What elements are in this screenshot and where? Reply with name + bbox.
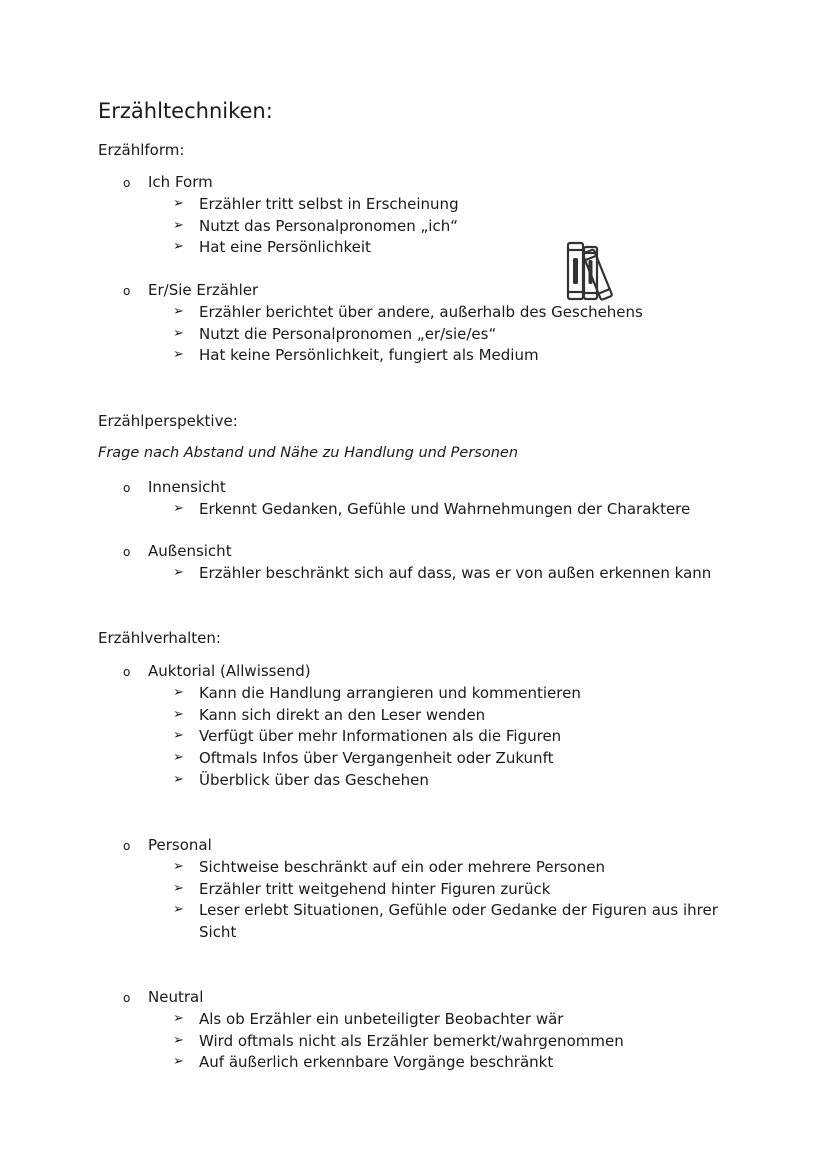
arrow-bullet: ➢ (173, 565, 184, 580)
list-item-personal: Personal (148, 836, 212, 854)
section-subtitle: Frage nach Abstand und Nähe zu Handlung und Personen (98, 445, 519, 461)
arrow-bullet: ➢ (173, 881, 184, 896)
arrow-bullet: ➢ (173, 902, 184, 917)
sub-point: Hat eine Persönlichkeit (199, 238, 371, 256)
arrow-bullet: ➢ (173, 1011, 184, 1026)
arrow-bullet: ➢ (173, 1054, 184, 1069)
arrow-bullet: ➢ (173, 501, 184, 516)
arrow-bullet: ➢ (173, 685, 184, 700)
section-heading-erzaehlperspektive: Erzählperspektive: (98, 412, 238, 430)
books-icon (560, 238, 635, 302)
list-item-innensicht: Innensicht (148, 478, 226, 496)
sub-point: Verfügt über mehr Informationen als die Figuren (199, 727, 562, 745)
sub-point: Erzähler beschränkt sich auf dass, was er von außen erkennen kann (199, 564, 712, 582)
sub-point: Kann die Handlung arrangieren und kommentieren (199, 684, 581, 702)
arrow-bullet: ➢ (173, 239, 184, 254)
arrow-bullet: ➢ (173, 728, 184, 743)
sub-point: Nutzt die Personalpronomen „er/sie/es“ (199, 325, 497, 343)
page-title: Erzähltechniken: (98, 99, 273, 123)
list-item-er-sie-erzaehler: Er/Sie Erzähler (148, 281, 259, 299)
arrow-bullet: ➢ (173, 707, 184, 722)
sub-point: Leser erlebt Situationen, Gefühle oder Gedanke der Figuren aus ihrer (199, 901, 718, 919)
circle-bullet: o (123, 176, 131, 190)
list-item-ich-form: Ich Form (148, 173, 213, 191)
sub-point: Kann sich direkt an den Leser wenden (199, 706, 486, 724)
sub-point: Auf äußerlich erkennbare Vorgänge beschränkt (199, 1053, 554, 1071)
sub-point: Überblick über das Geschehen (199, 771, 429, 789)
sub-point: Oftmals Infos über Vergangenheit oder Zukunft (199, 749, 554, 767)
sub-point: Hat keine Persönlichkeit, fungiert als Medium (199, 346, 539, 364)
arrow-bullet: ➢ (173, 772, 184, 787)
sub-point: Erzähler berichtet über andere, außerhalb des Geschehens (199, 303, 643, 321)
circle-bullet: o (123, 545, 131, 559)
arrow-bullet: ➢ (173, 196, 184, 211)
sub-point-continuation: Sicht (199, 923, 237, 941)
arrow-bullet: ➢ (173, 1033, 184, 1048)
arrow-bullet: ➢ (173, 304, 184, 319)
sub-point: Erzähler tritt weitgehend hinter Figuren zurück (199, 880, 551, 898)
arrow-bullet: ➢ (173, 859, 184, 874)
list-item-aussensicht: Außensicht (148, 542, 232, 560)
sub-point: Erkennt Gedanken, Gefühle und Wahrnehmungen der Charaktere (199, 500, 691, 518)
sub-point: Als ob Erzähler ein unbeteiligter Beobachter wär (199, 1010, 564, 1028)
arrow-bullet: ➢ (173, 347, 184, 362)
circle-bullet: o (123, 991, 131, 1005)
section-heading-erzaehlform: Erzählform: (98, 141, 185, 159)
circle-bullet: o (123, 284, 131, 298)
arrow-bullet: ➢ (173, 750, 184, 765)
sub-point: Nutzt das Personalpronomen „ich“ (199, 217, 458, 235)
circle-bullet: o (123, 481, 131, 495)
circle-bullet: o (123, 839, 131, 853)
arrow-bullet: ➢ (173, 218, 184, 233)
arrow-bullet: ➢ (173, 326, 184, 341)
sub-point: Erzähler tritt selbst in Erscheinung (199, 195, 459, 213)
list-item-auktorial: Auktorial (Allwissend) (148, 662, 311, 680)
sub-point: Wird oftmals nicht als Erzähler bemerkt/wahrgenommen (199, 1032, 624, 1050)
section-heading-erzaehlverhalten: Erzählverhalten: (98, 629, 221, 647)
sub-point: Sichtweise beschränkt auf ein oder mehrere Personen (199, 858, 605, 876)
list-item-neutral: Neutral (148, 988, 204, 1006)
circle-bullet: o (123, 665, 131, 679)
